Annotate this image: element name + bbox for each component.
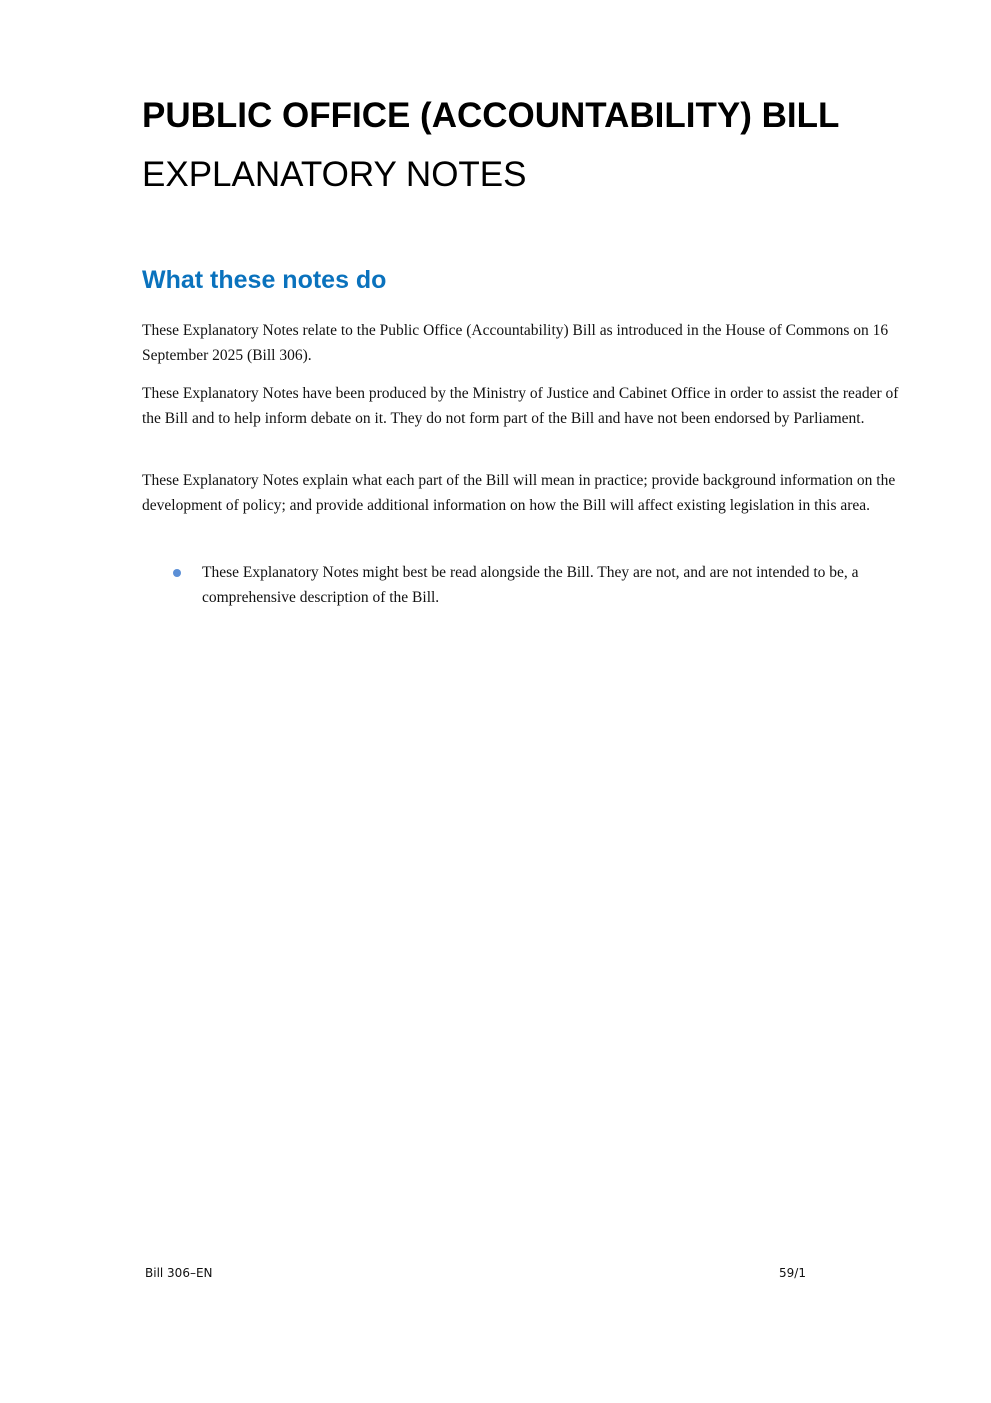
bullet-text: These Explanatory Notes might best be read alongside the Bill. They are not, and are not intended to be, a comprehensive description of the Bill. xyxy=(202,564,859,606)
footer-bill-reference: Bill 306–EN xyxy=(145,1266,213,1280)
bullet-dot-icon xyxy=(173,569,181,577)
section-heading: What these notes do xyxy=(142,266,387,294)
document-title: PUBLIC OFFICE (ACCOUNTABILITY) BILL xyxy=(142,96,840,135)
footer-page-number: 59/1 xyxy=(779,1266,806,1280)
paragraph-purpose: These Explanatory Notes explain what each part of the Bill will mean in practice; provide background information on the development of policy; and provide additional information on how the Bill will affect existing legislation in this area. xyxy=(142,472,896,514)
document-subtitle: EXPLANATORY NOTES xyxy=(142,155,527,194)
paragraph-production: These Explanatory Notes have been produced by the Ministry of Justice and Cabinet Office in order to assist the reader of the Bill and to help inform debate on it. They do not form part of the Bill and have not been endorsed by Parliament. xyxy=(142,385,899,427)
paragraph-intro: These Explanatory Notes relate to the Public Office (Accountability) Bill as introduced in the House of Commons on 16 September 2025 (Bill 306). xyxy=(142,322,889,364)
